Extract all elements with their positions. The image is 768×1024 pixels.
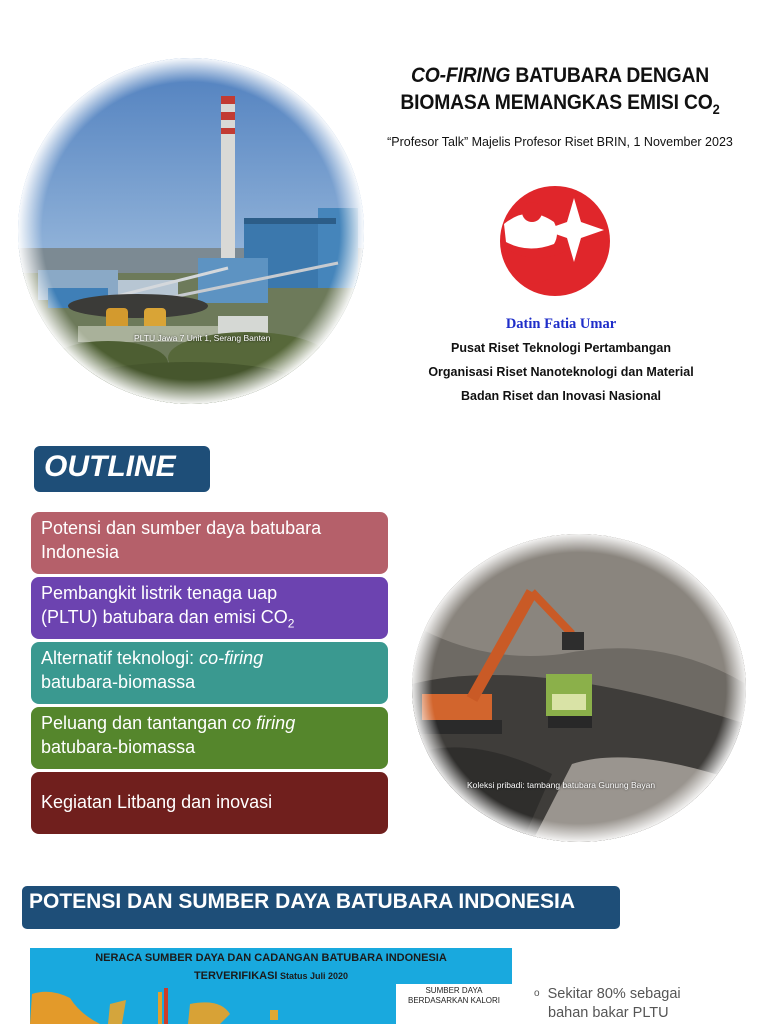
outline-heading: OUTLINE: [34, 446, 210, 492]
outline-item-text: Kegiatan Litbang dan inovasi: [41, 792, 273, 812]
title-cofiring-italic: CO-FIRING: [410, 64, 511, 87]
potensi-heading: POTENSI DAN SUMBER DAYA BATUBARA INDONESIA: [22, 886, 620, 929]
outline-item-text: batubara-biomassa: [41, 672, 196, 692]
neraca-title-terverifikasi: TERVERIFIKASI: [193, 970, 278, 982]
outline-item-text-part: Peluang dan tantangan: [41, 713, 233, 733]
legend-line-1: SUMBER DAYA: [425, 986, 483, 995]
neraca-title-line-1: NERACA SUMBER DAYA DAN CADANGAN BATUBARA INDONESIA: [95, 952, 447, 964]
bullet-marker-icon: o: [534, 988, 540, 999]
bullet-line-1: [534, 984, 734, 1004]
outline-item-alternatif[interactable]: [31, 642, 388, 704]
outline-item-italic: co-firing: [199, 648, 264, 668]
presentation-title: [372, 62, 748, 123]
bullet-text-1: Sekitar 80% sebagai: [547, 986, 681, 1002]
bullet-text-2: bahan bakar PLTU: [548, 1005, 669, 1021]
outline-item-italic: co firing: [232, 713, 296, 733]
coal-mine-caption: Koleksi pribadi: tambang batubara Gunung Bayan: [467, 780, 656, 790]
outline-item-text: [41, 646, 378, 670]
title-line-2-text: BIOMASA MEMANGKAS EMISI CO: [400, 91, 713, 114]
power-plant-caption: PLTU Jawa 7 Unit 1, Serang Banten: [134, 333, 271, 343]
outline-item-text: batubara-biomassa: [41, 737, 196, 757]
neraca-title-line-2: [30, 970, 512, 982]
affiliation-agency: Badan Riset dan Inovasi Nasional: [460, 389, 662, 403]
outline-item-text: [41, 711, 378, 735]
power-plant-illustration: [18, 58, 364, 404]
outline-item-subscript: 2: [287, 616, 295, 631]
title-line-2: [387, 89, 733, 123]
outline-item-text-part: (PLTU) batubara dan emisi CO: [41, 607, 288, 627]
title-line-1-rest: BATUBARA DENGAN: [510, 64, 710, 87]
outline-item-text-part: Alternatif teknologi:: [41, 648, 200, 668]
neraca-title-status: Status Juli 2020: [277, 971, 349, 981]
event-subtitle: “Profesor Talk” Majelis Profesor Riset BRIN, 1 November 2023: [387, 135, 733, 149]
power-plant-photo: [18, 58, 364, 404]
outline-item-text: [41, 605, 378, 636]
outline-item-text: Indonesia: [41, 542, 120, 562]
outline-item-peluang[interactable]: [31, 707, 388, 769]
coal-mine-illustration: [412, 534, 746, 842]
affiliation-center: Pusat Riset Teknologi Pertambangan: [451, 341, 671, 355]
outline-item-litbang[interactable]: [31, 772, 388, 834]
brin-logo: [498, 184, 612, 298]
outline-item-potensi[interactable]: [31, 512, 388, 574]
title-line-1: [387, 62, 733, 89]
outline-item-text: Pembangkit listrik tenaga uap: [41, 583, 278, 603]
affiliation-organization: Organisasi Riset Nanoteknologi dan Material: [428, 365, 694, 379]
neraca-panel: [30, 948, 512, 1024]
outline-item-text: Potensi dan sumber daya batubara: [41, 518, 322, 538]
outline-item-pltu[interactable]: [31, 577, 388, 639]
bullet-pltu-share: [534, 984, 734, 1023]
title-subscript: 2: [712, 101, 720, 118]
coal-mine-photo: [412, 534, 746, 842]
legend-line-2: BERDASARKAN KALORI: [407, 996, 501, 1005]
neraca-legend: [398, 986, 510, 1006]
author-name: Datin Fatia Umar: [505, 316, 617, 332]
